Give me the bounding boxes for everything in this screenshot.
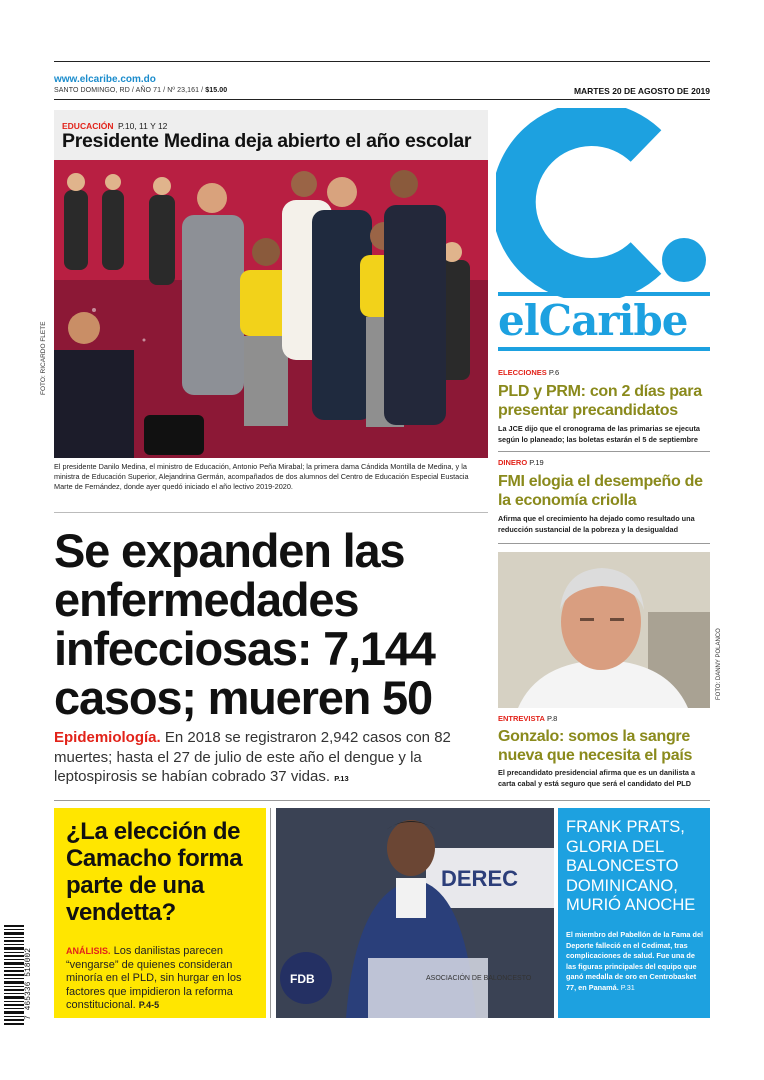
elcaribe-logo-c[interactable]	[496, 108, 710, 298]
main-deck-page: P.13	[334, 774, 349, 783]
analysis-page: P.4-5	[138, 1000, 160, 1010]
interview-page: P.8	[547, 714, 558, 723]
interview-summary: El precandidato presidencial afirma que es un danilista a carta cabal y está seguro que será el candidato del PLD	[498, 768, 696, 788]
interview-title[interactable]: Gonzalo: somos la sangre nueva que necesita el país	[498, 728, 693, 764]
money-summary: Afirma que el crecimiento ha dejado como resultado una reducción sustancial de la pobreza y la desigualdad	[498, 514, 695, 534]
main-deck-kicker: Epidemiología.	[54, 729, 161, 746]
bottom-section-rule	[54, 800, 710, 801]
analysis-title[interactable]: ¿La elección de Camacho forma parte de una vendetta?	[66, 818, 243, 926]
education-photo-caption: El presidente Danilo Medina, el ministro de Educación, Antonio Peña Mirabal; la primera dama Cándida Montilla de Medina, y la ministra de Educación Superior, Alejandrina Germán, acompañados de dos alumnos del Centro de Educación Especial Eustacia Marte de Fernández, donde ayer quedó iniciado el año lectivo 2019-2020.	[54, 462, 469, 492]
story-divider	[498, 451, 710, 452]
prats-title[interactable]: FRANK PRATS, GLORIA DEL BALONCESTO DOMINICANO, MURIÓ ANOCHE	[566, 818, 696, 914]
education-photo[interactable]	[54, 160, 488, 458]
price: $15.00	[205, 87, 228, 94]
podium-text: ASOCIACIÓN DE BALONCESTO	[426, 975, 532, 982]
website-url[interactable]: www.elcaribe.com.do	[54, 74, 156, 85]
money-title[interactable]: FMI elogia el desempeño de la economía criolla	[498, 473, 703, 509]
top-rule	[54, 61, 710, 62]
barcode-number: 7 465336 518002	[24, 947, 33, 1020]
money-kicker	[498, 458, 544, 467]
bottom-vertical-divider	[270, 808, 271, 1018]
fdb-logo-text: FDB	[290, 972, 315, 986]
prats-page: P.31	[620, 982, 635, 992]
interview-section-label: ENTREVISTA	[498, 714, 545, 723]
frank-prats-photo[interactable]	[276, 808, 554, 1018]
money-page: P.19	[529, 458, 544, 467]
elections-section-label: ELECCIONES	[498, 368, 547, 377]
analysis-summary: Los danilistas parecen “vengarse” de quienes consideran minoría en el PLD, sin hurgar en los factores que impidieron la reforma constitucional.	[66, 945, 242, 1011]
interview-kicker	[498, 714, 557, 723]
main-deck	[54, 728, 494, 789]
prats-summary-text: El miembro del Pabellón de la Fama del Deporte falleció en el Cedimat, tras complicaciones de salud. Fue una de las figuras principales del equipo que ganó medalla de oro en Centrobasket 77, en Panamá.	[566, 930, 704, 992]
header-rule	[54, 99, 710, 100]
main-deck-text: En 2018 se registraron 2,942 casos con 82 muertes; hasta el 27 de julio de este año el dengue y la leptospirosis se habían cobrado 37 vidas.	[54, 729, 451, 785]
education-pages: P.10, 11 Y 12	[117, 121, 168, 131]
elections-kicker	[498, 368, 559, 377]
issue-details: SANTO DOMINGO, RD / AÑO 71 / Nº 23,161 /	[54, 87, 204, 94]
barcode-icon	[4, 925, 24, 1025]
analysis-text	[66, 945, 262, 1013]
prats-podium-illustration	[276, 808, 554, 1018]
section-divider	[54, 512, 488, 513]
elections-summary: La JCE dijo que el cronograma de las primarias se ejecuta según lo planeado; las boletas estarán el 5 de septiembre	[498, 424, 700, 444]
logo-bottom-rule	[498, 347, 710, 351]
elections-page: P.6	[548, 368, 560, 377]
prats-summary	[566, 930, 706, 993]
money-section-label: DINERO	[498, 458, 528, 467]
barcode	[4, 925, 24, 1025]
sign-text: DEREC	[441, 866, 519, 891]
education-title[interactable]: Presidente Medina deja abierto el año escolar	[62, 130, 472, 152]
story-divider	[498, 543, 710, 544]
gonzalo-photo-credit: FOTO: DANNY POLANCO	[716, 628, 722, 700]
elcaribe-logo-wordmark[interactable]: elCaribe	[498, 296, 688, 345]
education-photo-credit: FOTO: RICARDO FLETE	[40, 321, 47, 395]
logo-c-icon	[496, 108, 710, 298]
analysis-kicker: ANÁLISIS.	[66, 946, 111, 956]
issue-info	[54, 87, 227, 94]
issue-date: MARTES 20 DE AGOSTO DE 2019	[573, 86, 710, 96]
education-section-label: EDUCACIÓN	[62, 121, 114, 131]
gonzalo-photo[interactable]	[498, 552, 710, 708]
elections-title[interactable]: PLD y PRM: con 2 días para presentar precandidatos	[498, 383, 702, 419]
ceremony-photo-illustration	[54, 160, 488, 458]
main-headline[interactable]: Se expanden las enfermedades infecciosas: 7,144 casos; mueren 50	[54, 524, 435, 724]
gonzalo-portrait-illustration	[498, 552, 710, 708]
